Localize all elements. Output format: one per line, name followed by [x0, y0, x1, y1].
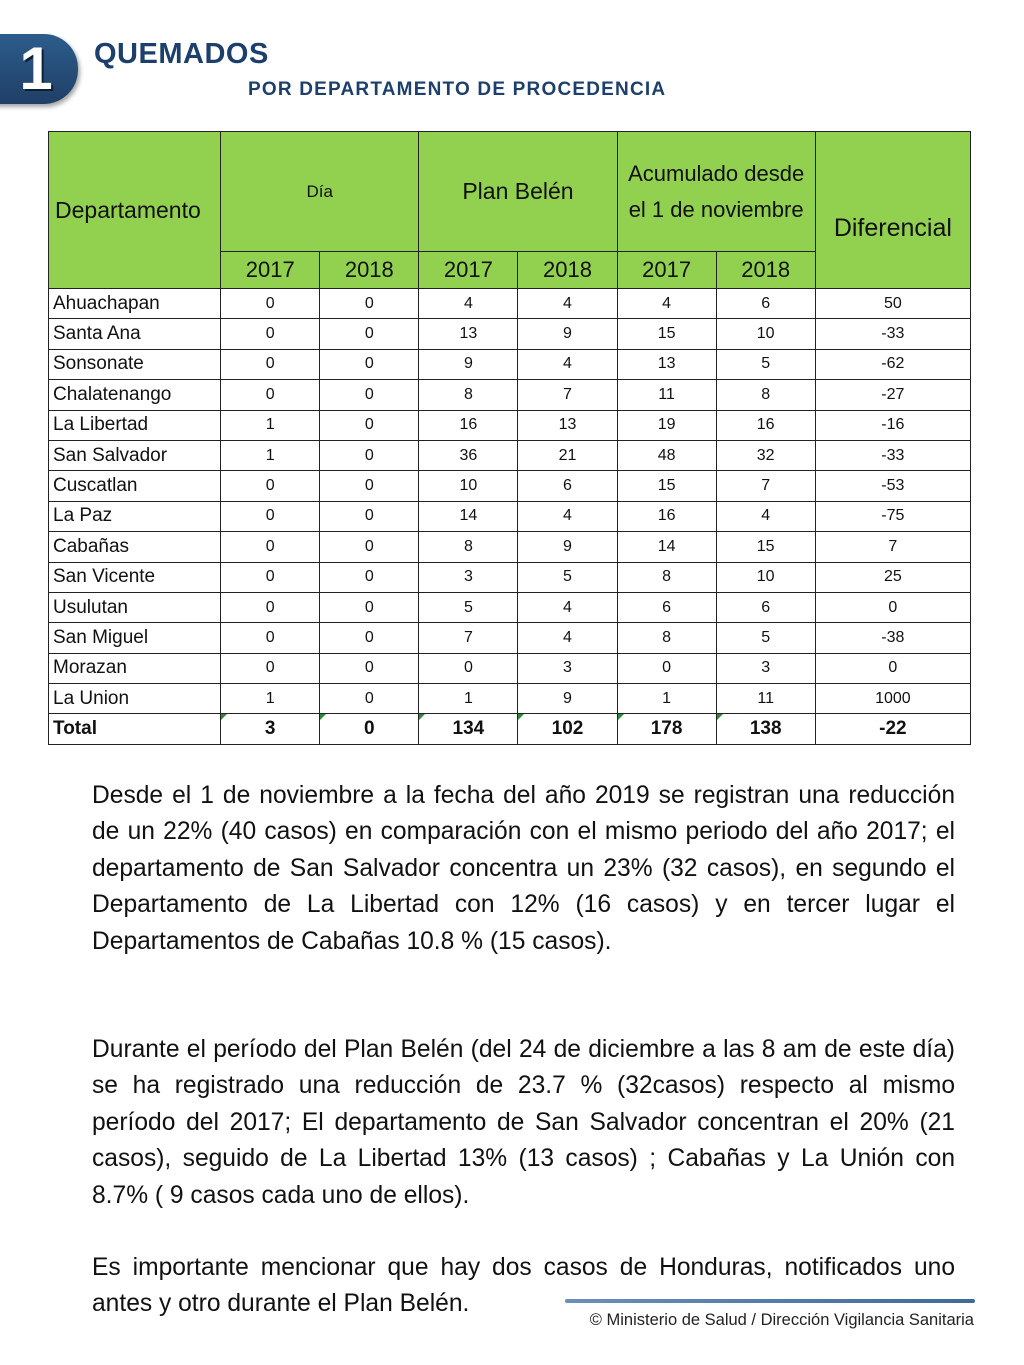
- header-year: 2018: [320, 252, 419, 289]
- cell-ac-2017: 0: [617, 653, 716, 683]
- table-total-row: [49, 714, 971, 744]
- cell-pb-2017: 8: [419, 380, 518, 410]
- cell-ac-2017: 15: [617, 319, 716, 349]
- cell-ac-2017: 1: [617, 684, 716, 714]
- cell-dif: 0: [815, 653, 970, 683]
- page-subtitle: POR DEPARTAMENTO DE PROCEDENCIA: [248, 79, 667, 100]
- cell-pb-2017: 4: [419, 289, 518, 319]
- cell-dia-2017: 0: [221, 623, 320, 653]
- cell-ac-2017: 15: [617, 471, 716, 501]
- badge-number: 1: [19, 35, 53, 102]
- header-acumulado-line1: Acumulado desde: [628, 160, 805, 186]
- cell-ac-2017: 8: [617, 562, 716, 592]
- cell-pb-2018: 3: [518, 653, 617, 683]
- paragraph-summary-november: Desde el 1 de noviembre a la fecha del año 2019 se registran una reducción de un 22% (40 casos) en comparación con el mismo periodo del año 2017; el departamento de San Salvador concentra un 23% (32 casos), en segundo el Departamento de La Libertad con 12% (16 casos) y en tercer lugar el Departamentos de Cabañas 10.8 % (15 casos).: [92, 782, 955, 955]
- cell-ac-2018: 10: [716, 562, 815, 592]
- cell-dia-2018: 0: [320, 623, 419, 653]
- cell-dia-2018: 0: [320, 592, 419, 622]
- cell-departamento: Cuscatlan: [49, 471, 221, 501]
- cell-departamento: Morazan: [49, 653, 221, 683]
- cell-dia-2017: 0: [221, 471, 320, 501]
- cell-pb-2017: 0: [419, 653, 518, 683]
- cell-dif: -33: [815, 319, 970, 349]
- cell-dif: 50: [815, 289, 970, 319]
- cell-ac-2018: 5: [716, 349, 815, 379]
- cell-ac-2017: 6: [617, 592, 716, 622]
- table-row: [49, 319, 971, 349]
- cell-pb-2017: 36: [419, 440, 518, 470]
- cell-pb-2017: 8: [419, 532, 518, 562]
- page-title: QUEMADOS: [94, 38, 269, 70]
- cell-dia-2018: 0: [320, 653, 419, 683]
- cell-departamento: San Miguel: [49, 623, 221, 653]
- cell-ac-2017: 48: [617, 440, 716, 470]
- cell-departamento: Ahuachapan: [49, 289, 221, 319]
- cell-ac-2017: 14: [617, 532, 716, 562]
- cell-dia-2018: 0: [320, 410, 419, 440]
- cell-dia-2017: 0: [221, 349, 320, 379]
- header-dia: Día: [221, 132, 419, 252]
- table-row: [49, 684, 971, 714]
- cell-departamento: La Paz: [49, 501, 221, 531]
- cell-dia-2018: 0: [320, 471, 419, 501]
- table-row: [49, 380, 971, 410]
- table-row: [49, 471, 971, 501]
- cell-pb-2017: 7: [419, 623, 518, 653]
- table-row: [49, 289, 971, 319]
- cell-dia-2018: 0: [320, 440, 419, 470]
- total-ac-2018: 138: [716, 714, 815, 744]
- cell-pb-2017: 3: [419, 562, 518, 592]
- cell-dia-2018: 0: [320, 319, 419, 349]
- cell-ac-2018: 3: [716, 653, 815, 683]
- footer-credit: © Ministerio de Salud / Dirección Vigilancia Sanitaria: [589, 1311, 974, 1329]
- table-row: [49, 410, 971, 440]
- cell-dia-2018: 0: [320, 684, 419, 714]
- cell-departamento: Cabañas: [49, 532, 221, 562]
- cell-pb-2018: 4: [518, 289, 617, 319]
- table-row: [49, 623, 971, 653]
- cell-departamento: Santa Ana: [49, 319, 221, 349]
- cell-pb-2017: 9: [419, 349, 518, 379]
- cell-dia-2018: 0: [320, 349, 419, 379]
- total-pb-2017: 134: [419, 714, 518, 744]
- table-row: [49, 440, 971, 470]
- cell-pb-2017: 16: [419, 410, 518, 440]
- total-label: Total: [49, 714, 221, 744]
- footer-divider: [565, 1299, 975, 1303]
- header-acumulado-line2: el 1 de noviembre: [628, 196, 804, 222]
- table-row: [49, 592, 971, 622]
- cell-ac-2018: 5: [716, 623, 815, 653]
- cell-ac-2017: 11: [617, 380, 716, 410]
- total-dia-2018: 0: [320, 714, 419, 744]
- cell-pb-2018: 7: [518, 380, 617, 410]
- header-year: 2017: [221, 252, 320, 289]
- cell-ac-2018: 6: [716, 592, 815, 622]
- cell-dia-2017: 0: [221, 289, 320, 319]
- table-row: [49, 562, 971, 592]
- cell-dia-2017: 0: [221, 532, 320, 562]
- cell-departamento: La Union: [49, 684, 221, 714]
- table-row: [49, 349, 971, 379]
- cell-pb-2018: 4: [518, 592, 617, 622]
- paragraph-honduras-note: Es importante mencionar que hay dos casos de Honduras, notificados uno antes y otro durante el Plan Belén.: [92, 1254, 955, 1318]
- cell-ac-2017: 19: [617, 410, 716, 440]
- cell-departamento: Chalatenango: [49, 380, 221, 410]
- cell-ac-2018: 10: [716, 319, 815, 349]
- cell-ac-2018: 16: [716, 410, 815, 440]
- cell-dif: -38: [815, 623, 970, 653]
- cell-pb-2018: 9: [518, 532, 617, 562]
- cell-ac-2018: 8: [716, 380, 815, 410]
- table-row: [49, 501, 971, 531]
- total-pb-2018: 102: [518, 714, 617, 744]
- section-number-badge: [0, 34, 80, 106]
- header-year: 2017: [617, 252, 716, 289]
- header-acumulado: [617, 132, 815, 252]
- cell-dia-2017: 0: [221, 501, 320, 531]
- cell-pb-2018: 9: [518, 319, 617, 349]
- table-body: [49, 289, 971, 745]
- header-year: 2018: [518, 252, 617, 289]
- cell-pb-2017: 13: [419, 319, 518, 349]
- cell-dia-2017: 0: [221, 592, 320, 622]
- header-departamento: Departamento: [49, 132, 221, 289]
- cell-dif: 25: [815, 562, 970, 592]
- cell-ac-2017: 13: [617, 349, 716, 379]
- cell-dif: 7: [815, 532, 970, 562]
- cell-departamento: Sonsonate: [49, 349, 221, 379]
- cell-departamento: San Vicente: [49, 562, 221, 592]
- cell-dif: -16: [815, 410, 970, 440]
- cell-departamento: La Libertad: [49, 410, 221, 440]
- cell-dia-2017: 1: [221, 440, 320, 470]
- cell-dia-2017: 0: [221, 319, 320, 349]
- paragraph-summary-plan-belen: Durante el período del Plan Belén (del 24 de diciembre a las 8 am de este día) se ha registrado una reducción de 23.7 % (32casos) respecto al mismo período del 2017; El departamento de San Salvador concentran el 20% (21 casos), seguido de La Libertad 13% (13 casos) ; Cabañas y La Unión con 8.7% ( 9 casos cada uno de ellos).: [92, 1036, 955, 1209]
- cell-pb-2018: 4: [518, 501, 617, 531]
- cell-dif: -33: [815, 440, 970, 470]
- cell-ac-2018: 32: [716, 440, 815, 470]
- burns-by-department-table: [48, 131, 971, 745]
- cell-ac-2017: 4: [617, 289, 716, 319]
- header-plan-belen: Plan Belén: [419, 132, 617, 252]
- cell-dia-2018: 0: [320, 289, 419, 319]
- cell-pb-2018: 4: [518, 623, 617, 653]
- cell-dia-2017: 1: [221, 684, 320, 714]
- cell-dia-2018: 0: [320, 501, 419, 531]
- cell-ac-2018: 11: [716, 684, 815, 714]
- cell-dif: -62: [815, 349, 970, 379]
- cell-pb-2017: 10: [419, 471, 518, 501]
- cell-ac-2017: 8: [617, 623, 716, 653]
- cell-dia-2018: 0: [320, 380, 419, 410]
- cell-departamento: Usulutan: [49, 592, 221, 622]
- cell-ac-2018: 15: [716, 532, 815, 562]
- cell-ac-2018: 7: [716, 471, 815, 501]
- cell-pb-2018: 4: [518, 349, 617, 379]
- cell-pb-2018: 21: [518, 440, 617, 470]
- cell-pb-2018: 5: [518, 562, 617, 592]
- cell-pb-2018: 13: [518, 410, 617, 440]
- cell-dia-2017: 0: [221, 380, 320, 410]
- cell-pb-2017: 14: [419, 501, 518, 531]
- cell-departamento: San Salvador: [49, 440, 221, 470]
- header-year: 2017: [419, 252, 518, 289]
- cell-dia-2017: 0: [221, 653, 320, 683]
- cell-dif: -53: [815, 471, 970, 501]
- cell-dia-2017: 1: [221, 410, 320, 440]
- cell-dia-2017: 0: [221, 562, 320, 592]
- cell-dif: 1000: [815, 684, 970, 714]
- cell-pb-2018: 6: [518, 471, 617, 501]
- cell-dia-2018: 0: [320, 532, 419, 562]
- total-dif: -22: [815, 714, 970, 744]
- cell-dif: -75: [815, 501, 970, 531]
- cell-dia-2018: 0: [320, 562, 419, 592]
- cell-pb-2018: 9: [518, 684, 617, 714]
- header-year: 2018: [716, 252, 815, 289]
- header-diferencial: Diferencial: [815, 132, 970, 289]
- total-ac-2017: 178: [617, 714, 716, 744]
- cell-pb-2017: 5: [419, 592, 518, 622]
- table-row: [49, 653, 971, 683]
- cell-ac-2018: 4: [716, 501, 815, 531]
- cell-pb-2017: 1: [419, 684, 518, 714]
- cell-ac-2017: 16: [617, 501, 716, 531]
- cell-dif: 0: [815, 592, 970, 622]
- cell-dif: -27: [815, 380, 970, 410]
- total-dia-2017: 3: [221, 714, 320, 744]
- table-row: [49, 532, 971, 562]
- cell-ac-2018: 6: [716, 289, 815, 319]
